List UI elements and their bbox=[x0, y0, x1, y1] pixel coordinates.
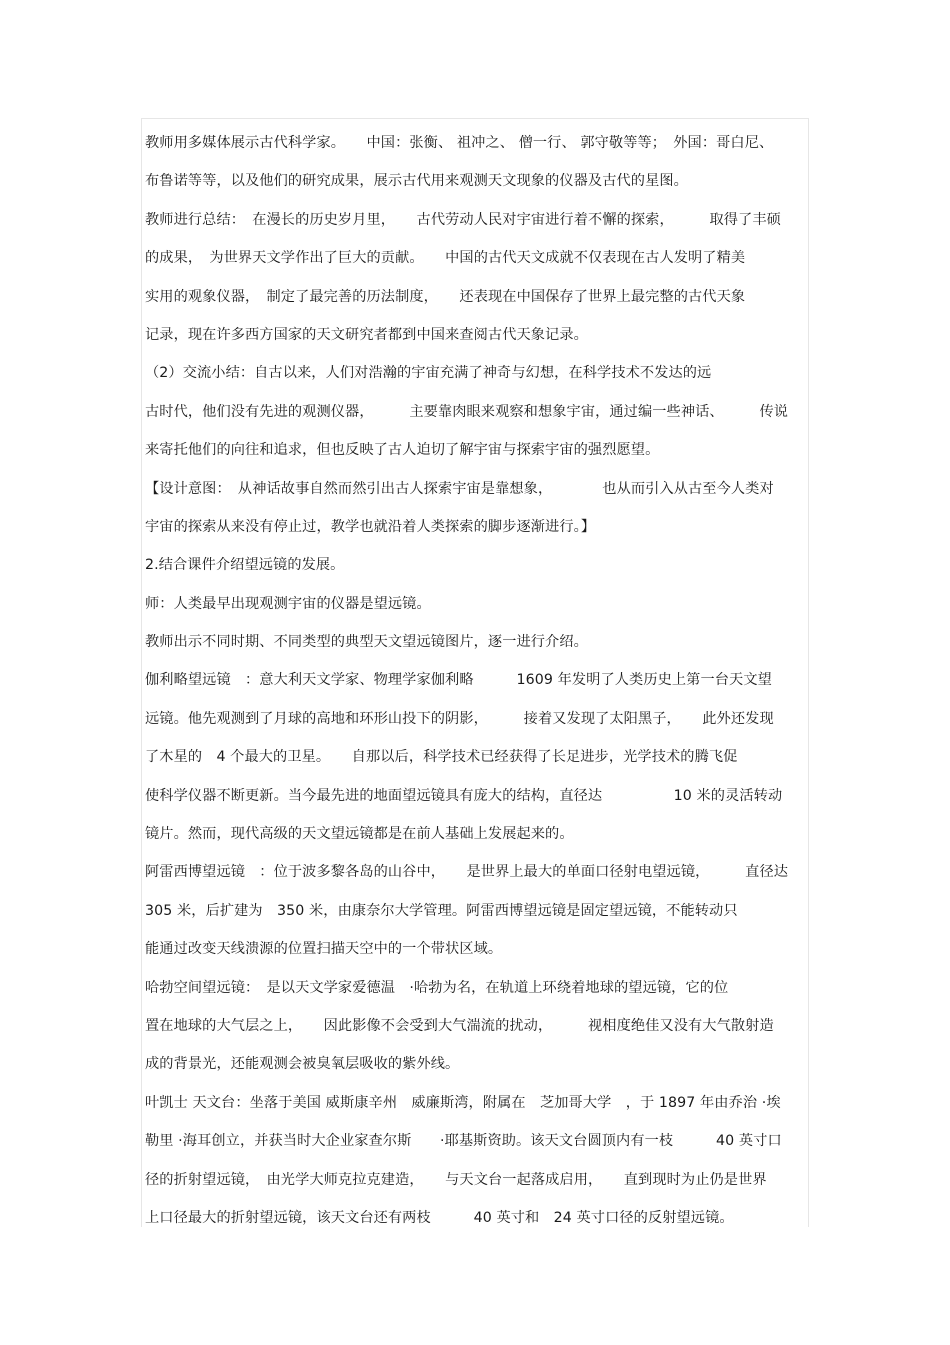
text-line: 师：人类最早出现观测宇宙的仪器是望远镜。 bbox=[145, 595, 431, 612]
text-line: 的成果， 为世界天文学作出了巨大的贡献。 中国的古代天文成就不仅表现在古人发明了精美 bbox=[145, 250, 746, 267]
text-line: 布鲁诺等等，以及他们的研究成果，展示古代用来观测天文现象的仪器及古代的星图。 bbox=[145, 173, 688, 190]
text-line: 勒里 ·海耳创立，并获当时大企业家查尔斯 ·耶基斯资助。该天文台圆顶内有一枝 40 英寸口 bbox=[145, 1133, 782, 1150]
document-body bbox=[145, 128, 805, 1241]
text-line: 镜片。然而，现代高级的天文望远镜都是在前人基础上发展起来的。 bbox=[145, 826, 574, 843]
text-line: 哈勃空间望远镜： 是以天文学家爱德温 ·哈勃为名，在轨道上环绕着地球的望远镜，它的位 bbox=[145, 979, 729, 996]
text-line: 远镜。他先观测到了月球的高地和环形山投下的阴影， 接着又发现了太阳黑子， 此外还发现 bbox=[145, 710, 774, 727]
text-line: （2）交流小结：自古以来，人们对浩瀚的宇宙充满了神奇与幻想，在科学技术不发达的远 bbox=[145, 365, 712, 382]
text-line: 教师进行总结： 在漫长的历史岁月里， 古代劳动人民对宇宙进行着不懈的探索， 取得了丰硕 bbox=[145, 211, 781, 228]
text-line: 成的背景光，还能观测会被臭氧层吸收的紫外线。 bbox=[145, 1056, 460, 1073]
text-line: 2.结合课件介绍望远镜的发展。 bbox=[145, 557, 345, 574]
text-line: 记录，现在许多西方国家的天文研究者都到中国来查阅古代天象记录。 bbox=[145, 326, 588, 343]
text-line: 实用的观象仪器， 制定了最完善的历法制度， 还表现在中国保存了世界上最完整的古代天象 bbox=[145, 288, 746, 305]
text-line: 古时代，他们没有先进的观测仪器， 主要靠肉眼来观察和想象宇宙，通过编一些神话、 传说 bbox=[145, 403, 789, 420]
text-line: 了木星的 4 个最大的卫星。 自那以后，科学技术已经获得了长足进步，光学技术的腾飞促 bbox=[145, 749, 738, 766]
text-line: 阿雷西博望远镜 ：位于波多黎各岛的山谷中， 是世界上最大的单面口径射电望远镜， 直径达 bbox=[145, 864, 789, 881]
text-line: 叶凯士 天文台：坐落于美国 威斯康辛州 威廉斯湾，附属在 芝加哥大学 ，于 1897 年由乔治 ·埃 bbox=[145, 1094, 781, 1111]
text-line: 置在地球的大气层之上， 因此影像不会受到大气湍流的扰动， 视相度绝佳又没有大气散射造 bbox=[145, 1017, 774, 1034]
text-line: 宇宙的探索从来没有停止过，教学也就沿着人类探索的脚步逐渐进行。】 bbox=[145, 518, 596, 535]
text-line: 来寄托他们的向往和追求，但也反映了古人迫切了解宇宙与探索宇宙的强烈愿望。 bbox=[145, 442, 660, 459]
text-line: 上口径最大的折射望远镜，该天文台还有两枝 40 英寸和 24 英寸口径的反射望远镜。 bbox=[145, 1209, 734, 1226]
text-line: 使科学仪器不断更新。当今最先进的地面望远镜具有庞大的结构，直径达 10 米的灵活转动 bbox=[145, 787, 783, 804]
text-line: 【设计意图： 从神话故事自然而然引出古人探索宇宙是靠想象， 也从而引入从古至今人类对 bbox=[145, 480, 774, 497]
text-line: 教师用多媒体展示古代科学家。 中国：张衡、 祖冲之、 僧一行、 郭守敬等等； 外国：哥白尼、 bbox=[145, 135, 774, 151]
text-line: 305 米，后扩建为 350 米，由康奈尔大学管理。阿雷西博望远镜是固定望远镜，不能转动只 bbox=[145, 902, 738, 919]
text-line: 伽利略望远镜 ：意大利天文学家、物理学家伽利略 1609 年发明了人类历史上第一台天文望 bbox=[145, 672, 772, 689]
text-line: 能通过改变天线溃源的位置扫描天空中的一个带状区域。 bbox=[145, 941, 503, 958]
text-line: 径的折射望远镜， 由光学大师克拉克建造， 与天文台一起落成启用， 直到现时为止仍是世界 bbox=[145, 1171, 767, 1188]
text-line: 教师出示不同时期、不同类型的典型天文望远镜图片，逐一进行介绍。 bbox=[145, 634, 588, 651]
